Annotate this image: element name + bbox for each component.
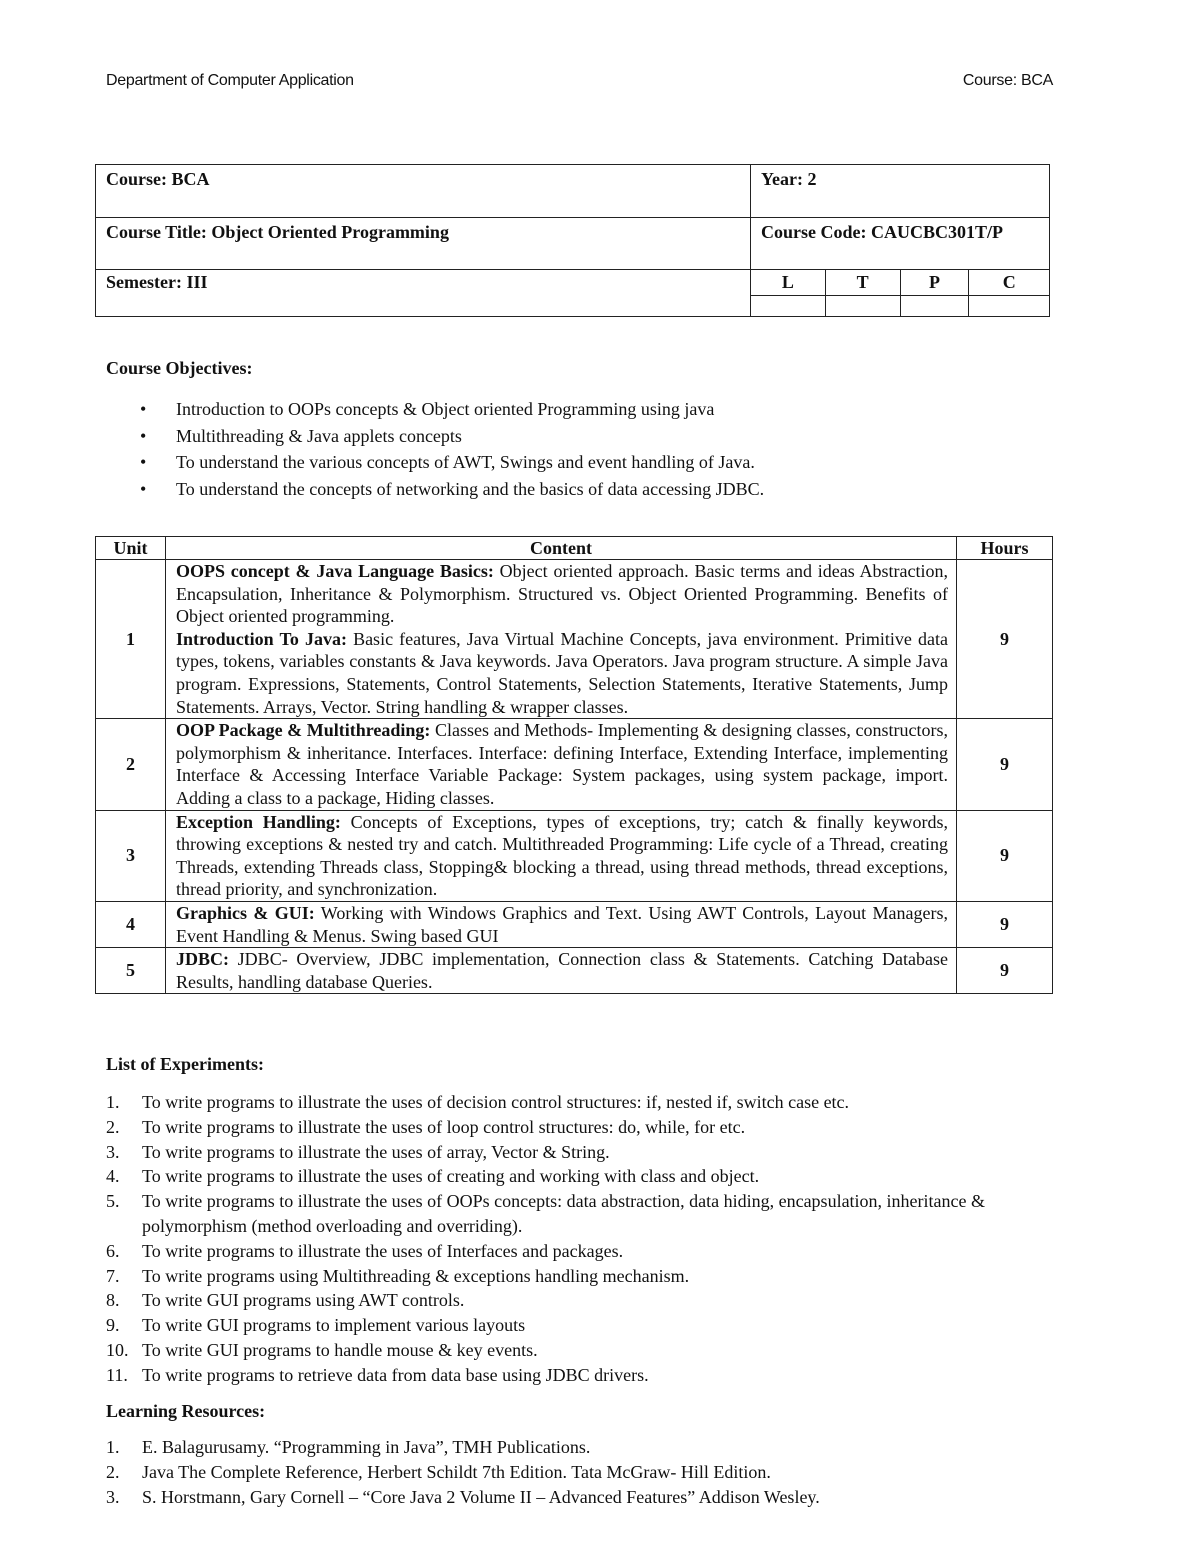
ltpc-l: L xyxy=(751,270,826,296)
resources-heading: Learning Resources: xyxy=(106,1401,266,1421)
unit-number: 3 xyxy=(96,810,166,901)
list-item: 6. To write programs to illustrate the uses of Interfaces and packages. xyxy=(106,1240,624,1261)
course-info-table xyxy=(95,164,1050,317)
unit-hours: 9 xyxy=(957,948,1053,994)
unit-number: 2 xyxy=(96,719,166,810)
hours-header: Hours xyxy=(957,537,1053,560)
year-cell: Year: 2 xyxy=(751,165,1050,218)
unit-hours: 9 xyxy=(957,560,1053,719)
list-item: • To understand the various concepts of AWT, Swings and event handling of Java. xyxy=(138,449,1038,476)
topic-title: Exception Handling: xyxy=(176,811,341,832)
unit-header: Unit xyxy=(96,537,166,560)
list-item: 5. To write programs to illustrate the uses of OOPs concepts: data abstraction, data hiding, encapsulation, inheritance & polymorphism (method overloading and overriding). xyxy=(106,1191,986,1236)
list-item: 7. To write programs using Multithreading & exceptions handling mechanism. xyxy=(106,1265,690,1286)
unit-content xyxy=(166,810,957,901)
list-item: 2. To write programs to illustrate the uses of loop control structures: do, while, for etc. xyxy=(106,1116,746,1137)
course-code-cell: Course Code: CAUCBC301T/P xyxy=(751,218,1050,270)
ltpc-t-value xyxy=(825,296,900,317)
list-item: 8. To write GUI programs using AWT controls. xyxy=(106,1290,465,1311)
topic-text: Basic features, Java Virtual Machine Concepts, java environment. Primitive data types, tokens, variables constants & Java keywords. Java Operators. Java program structure. A simple Java program. Expressions, Statements, Control Statements, Selection Statements, Iterative Statements, Jump Statements. Arrays, Vector. String handling & wrapper classes. xyxy=(176,628,948,717)
objectives-list xyxy=(138,396,1038,502)
unit-number: 4 xyxy=(96,901,166,947)
list-item: • Multithreading & Java applets concepts xyxy=(138,423,1038,450)
topic-title: OOPS concept & Java Language Basics: xyxy=(176,561,494,581)
ltpc-l-value xyxy=(751,296,826,317)
topic-title: JDBC: xyxy=(176,949,229,970)
table-row xyxy=(96,560,1053,719)
list-item: 11. To write programs to retrieve data from data base using JDBC drivers. xyxy=(106,1364,649,1385)
unit-content xyxy=(166,560,957,719)
topic-title: Introduction To Java: xyxy=(176,628,347,649)
ltpc-t: T xyxy=(825,270,900,296)
ltpc-c: C xyxy=(969,270,1050,296)
unit-hours: 9 xyxy=(957,719,1053,810)
ltpc-p-value xyxy=(900,296,969,317)
unit-hours: 9 xyxy=(957,901,1053,947)
unit-content xyxy=(166,719,957,810)
unit-number: 5 xyxy=(96,948,166,994)
list-item: 10. To write GUI programs to handle mouse & key events. xyxy=(106,1339,538,1360)
experiments-heading: List of Experiments: xyxy=(106,1054,264,1074)
topic-text: Classes and Methods- Implementing & designing classes, constructors, polymorphism & inheritance. Interfaces. Interface: defining Interface, Extending Interface, implementing Interface & Accessing Interface Variable Package: System packages, using system package, import. Adding a class to a package, Hiding classes. xyxy=(176,720,948,808)
topic-text: Concepts of Exceptions, types of exceptions, try; catch & finally keywords, throwing exceptions & nested try and catch. Multithreaded Programming: Life cycle of a Thread, creating Threads, extending Threads class, Stopping& blocking a thread, using thread methods, thread exceptions, thread priority, and synchronization. xyxy=(176,811,949,900)
table-row xyxy=(96,719,1053,810)
list-item: 3. To write programs to illustrate the uses of array, Vector & String. xyxy=(106,1141,610,1162)
list-item: 4. To write programs to illustrate the uses of creating and working with class and object. xyxy=(106,1166,760,1187)
objectives-heading: Course Objectives: xyxy=(106,358,253,378)
topic-text: Working with Windows Graphics and Text. Using AWT Controls, Layout Managers, Event Handling & Menus. Swing based GUI xyxy=(176,902,948,946)
experiments-list xyxy=(106,1090,1066,1388)
list-item: 2. Java The Complete Reference, Herbert Schildt 7th Edition. Tata McGraw- Hill Edition. xyxy=(106,1461,771,1482)
unit-number: 1 xyxy=(96,560,166,719)
list-item: 1. E. Balagurusamy. “Programming in Java”, TMH Publications. xyxy=(106,1437,591,1457)
semester-cell: Semester: III xyxy=(96,270,751,317)
topic-text: JDBC- Overview, JDBC implementation, Connection class & Statements. Catching Database Results, handling database Queries. xyxy=(176,949,948,992)
list-item: 3. S. Horstmann, Gary Cornell – “Core Java 2 Volume II – Advanced Features” Addison Wesley. xyxy=(106,1486,820,1507)
table-row xyxy=(96,948,1053,994)
course-title-cell: Course Title: Object Oriented Programming xyxy=(96,218,751,270)
units-table xyxy=(95,536,1053,994)
unit-hours: 9 xyxy=(957,810,1053,901)
ltpc-p: P xyxy=(900,270,969,296)
list-item: • Introduction to OOPs concepts & Object oriented Programming using java xyxy=(138,396,1038,423)
department-header: Department of Computer Application xyxy=(106,72,354,89)
table-row xyxy=(96,810,1053,901)
list-item: • To understand the concepts of networking and the basics of data accessing JDBC. xyxy=(138,476,1038,503)
course-cell: Course: BCA xyxy=(96,165,751,218)
topic-title: Graphics & GUI: xyxy=(176,902,315,923)
list-item: 1. To write programs to illustrate the uses of decision control structures: if, nested if, switch case etc. xyxy=(106,1092,850,1112)
course-header: Course: BCA xyxy=(962,72,1053,89)
resources-list xyxy=(106,1435,1066,1509)
ltpc-c-value xyxy=(969,296,1050,317)
unit-content xyxy=(166,948,957,994)
table-row xyxy=(96,901,1053,947)
topic-title: OOP Package & Multithreading: xyxy=(176,720,431,741)
unit-content xyxy=(166,901,957,947)
topic-text: Object oriented approach. Basic terms and ideas Abstraction, Encapsulation, Inheritance & Polymorphism. Structured vs. Object Oriented Programming. Benefits of Object oriented programming. xyxy=(176,561,948,627)
list-item: 9. To write GUI programs to implement various layouts xyxy=(106,1315,526,1336)
content-header: Content xyxy=(166,537,957,560)
